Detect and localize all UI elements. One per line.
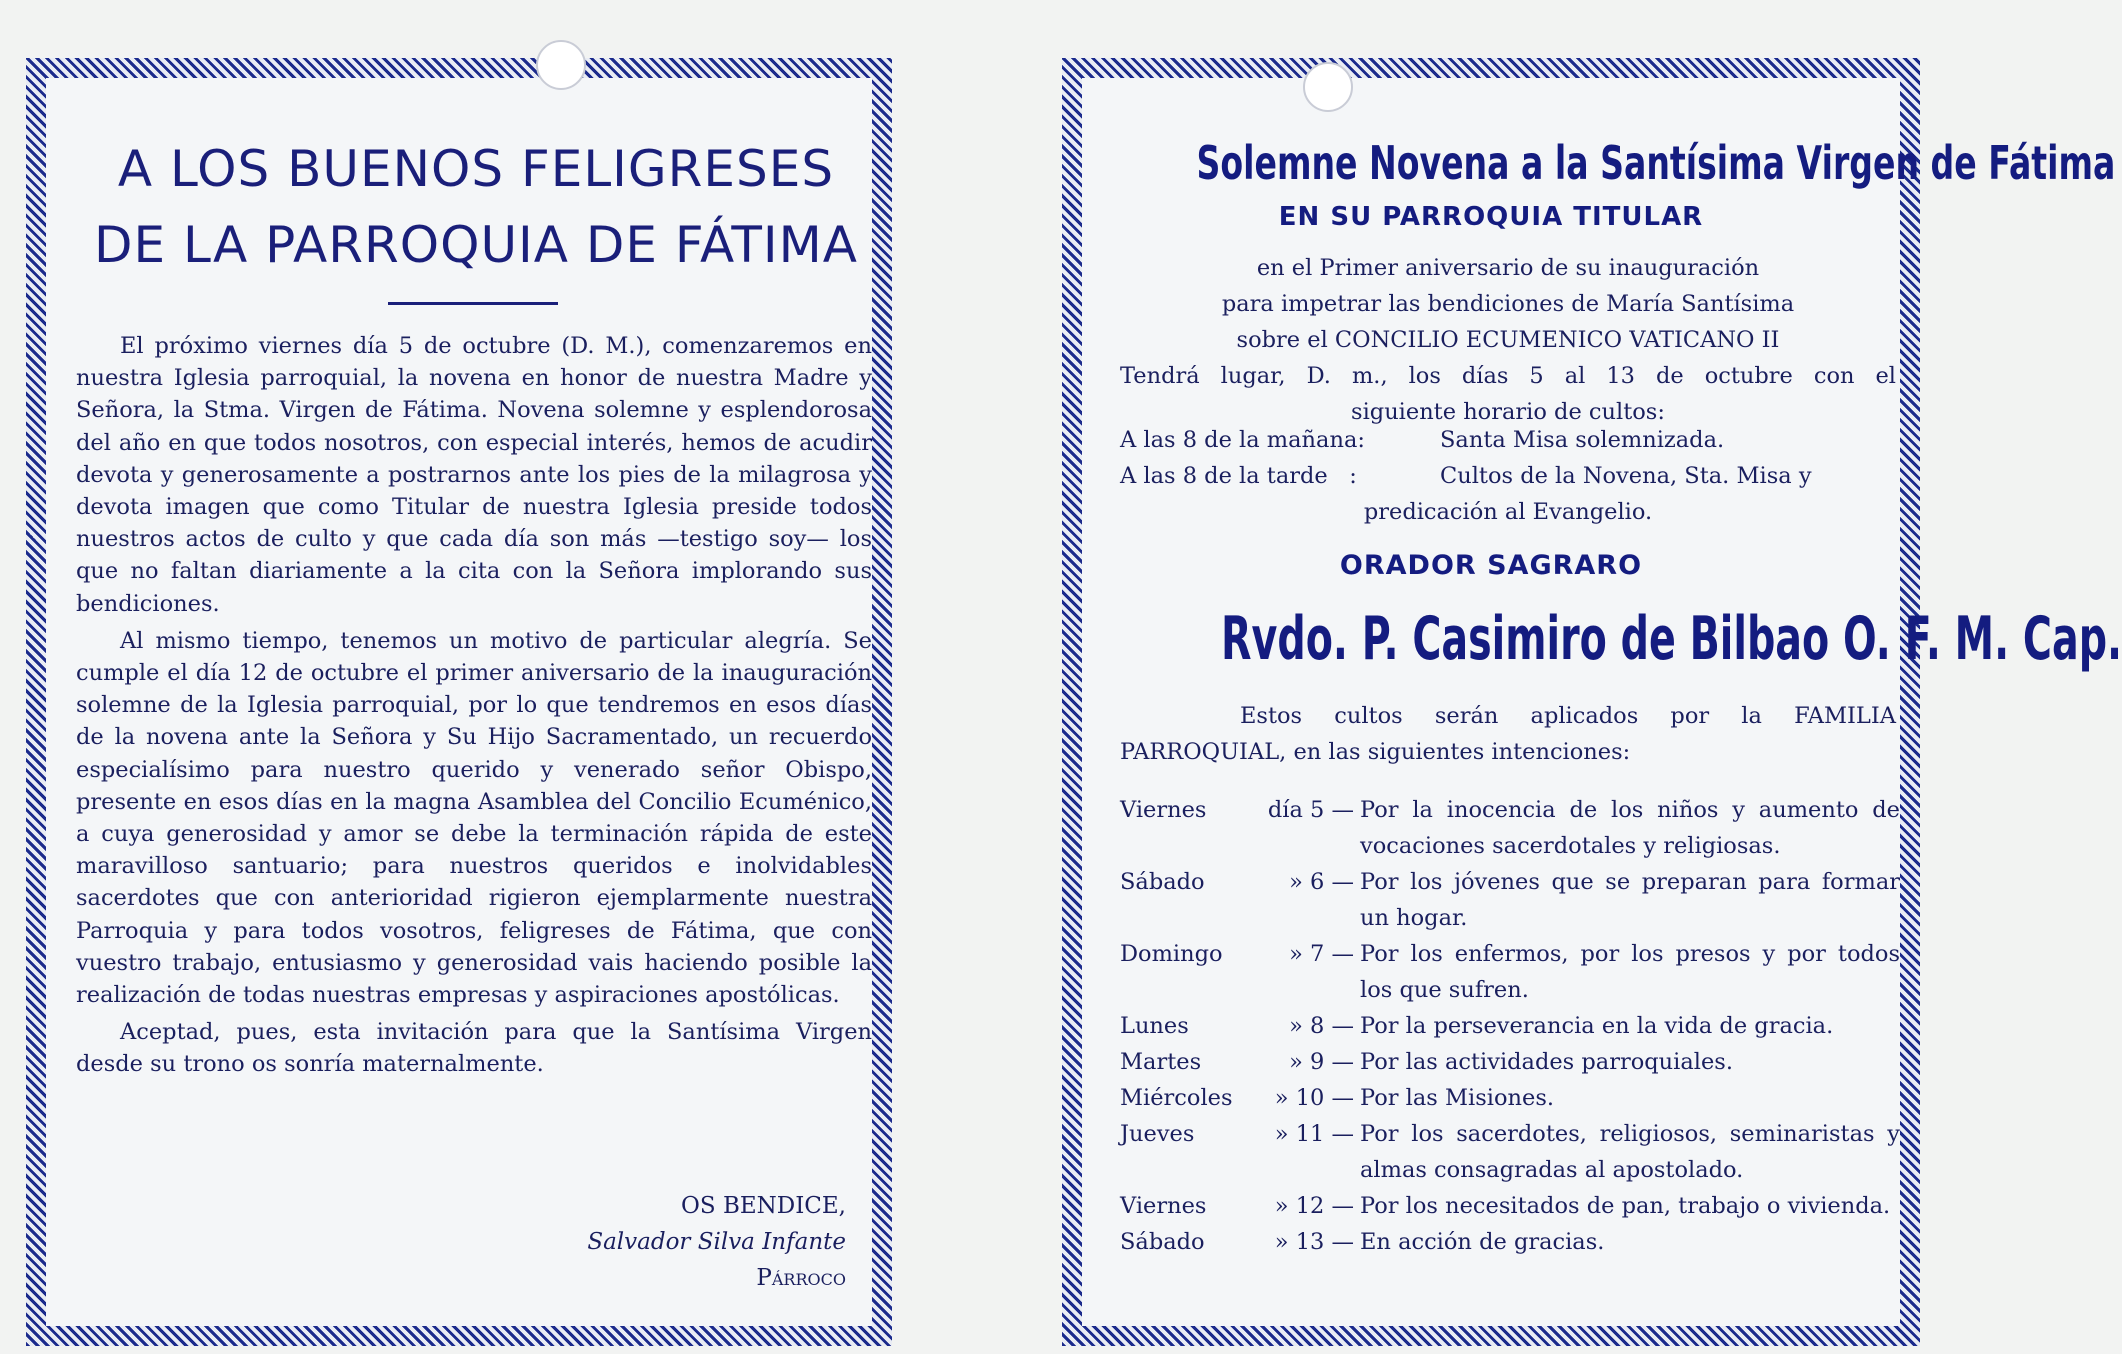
intention-day: Domingo [1120, 941, 1223, 967]
intention-text: Por la perseverancia en la vida de gracia. [1360, 1013, 1834, 1039]
intention-date: » 6 — [1289, 869, 1354, 895]
intention-day: Martes [1120, 1049, 1202, 1075]
letter-paragraph-3: Aceptad, pues, esta invitación para que la Santísima Virgen desde su trono os sonría maternalmente. [76, 1019, 872, 1078]
letter-paragraph-1: El próximo viernes día 5 de octubre (D. M.), comenzaremos en nuestra Iglesia parroquial, la novena en honor de nuestra Madre y Señora, la Stma. Virgen de Fátima. Novena solemne y esplendorosa del año en que todos nosotros, con especial interés, hemos de acudir devota y generosamente a postrarnos ante los pies de la milagrosa y devota imagen que como Titular de nuestra Iglesia preside todos nuestros actos de culto y que cada día son más —testigo soy— los que no faltan diariamente a la cita con la Señora implorando sus bendiciones. [76, 333, 872, 617]
signer-role: Párroco [756, 1265, 846, 1291]
intention-day: Jueves [1120, 1121, 1195, 1147]
intention-day: Lunes [1120, 1013, 1189, 1039]
intention-date: » 8 — [1289, 1013, 1354, 1039]
signature-block [587, 1188, 846, 1296]
orador-name: Rvdo. P. Casimiro de Bilbao O. F. M. Cap. [1221, 604, 2122, 674]
intention-date: » 9 — [1289, 1049, 1354, 1075]
intention-day: Miércoles [1120, 1085, 1233, 1111]
intention-row [1120, 936, 1900, 1008]
intro-line-3: sobre el CONCILIO ECUMENICO VATICANO II [1236, 327, 1780, 353]
intention-row [1120, 792, 1900, 864]
schedule-activity: Santa Misa solemnizada. [1440, 427, 1725, 453]
schedule-time: A las 8 de la tarde : [1120, 463, 1357, 489]
intention-text: Por los jóvenes que se preparan para formar un hogar. [1360, 869, 1900, 931]
intention-date: » 12 — [1274, 1193, 1354, 1219]
intention-text: Por los necesitados de pan, trabajo o vivienda. [1360, 1193, 1891, 1219]
intention-text: Por las actividades parroquiales. [1360, 1049, 1733, 1075]
intention-row [1120, 1188, 1900, 1224]
left-title-line1: A LOS BUENOS FELIGRESES [117, 140, 835, 198]
schedule-activity: Cultos de la Novena, Sta. Misa y [1440, 463, 1812, 489]
intention-day: Viernes [1120, 797, 1207, 823]
signer-name: Salvador Silva Infante [587, 1229, 846, 1255]
intention-day: Viernes [1120, 1193, 1207, 1219]
intention-text: Por los enfermos, por los presos y por todos los que sufren. [1360, 941, 1900, 1003]
intention-date: » 7 — [1289, 941, 1354, 967]
letter-paragraph-2: Al mismo tiempo, tenemos un motivo de particular alegría. Se cumple el día 12 de octubre el primer aniversario de la inauguración solemne de la Iglesia parroquial, por lo que tendremos en esos días de la novena ante la Señora y Su Hijo Sacramentado, un recuerdo especialísimo para nuestro querido y venerado señor Obispo, presente en esos días en la magna Asamblea del Concilio Ecuménico, a cuya generosidad y amor se debe la terminación rápida de este maravilloso santuario; para nuestros queridos e inolvidables sacerdotes que con anterioridad rigieron ejemplarmente nuestra Parroquia y para todos vosotros, feligreses de Fátima, que con vuestro trabajo, entusiasmo y generosidad vais haciendo posible la realización de todas nuestras empresas y aspiraciones apostólicas. [76, 627, 872, 1009]
schedule-time: A las 8 de la mañana: [1120, 427, 1365, 453]
left-leaflet-panel [26, 58, 892, 1346]
orador-label: ORADOR SAGRARO [1339, 550, 1643, 581]
intention-text: Por los sacerdotes, religiosos, seminaristas y almas consagradas al apostolado. [1360, 1121, 1900, 1183]
intro-line-1: en el Primer aniversario de su inauguración [1256, 255, 1760, 281]
cultos-intro: Estos cultos serán aplicados por la FAMILIA PARROQUIAL, en las siguientes intenciones: [1120, 703, 1896, 765]
intention-row [1120, 1116, 1900, 1188]
intention-row [1120, 1224, 1900, 1260]
intention-date: » 10 — [1274, 1085, 1354, 1111]
punch-hole [536, 40, 586, 90]
intention-row [1120, 864, 1900, 936]
punch-hole [1303, 62, 1353, 112]
letter-body [76, 330, 872, 1086]
intention-day: Sábado [1120, 1229, 1205, 1255]
intention-date: » 11 — [1274, 1121, 1354, 1147]
novena-intro [1120, 250, 1896, 430]
blessing: OS BENDICE, [681, 1193, 846, 1219]
schedule-row [1120, 422, 1896, 458]
intention-row [1120, 1044, 1900, 1080]
left-title-line2: DE LA PARROQUIA DE FÁTIMA [94, 216, 858, 274]
novena-title: Solemne Novena a la Santísima Virgen de Fátima [1196, 136, 2116, 190]
schedule-continuation: predicación al Evangelio. [1363, 499, 1653, 525]
intention-day: Sábado [1120, 869, 1205, 895]
right-leaflet-panel [1062, 58, 2122, 1346]
intention-row [1120, 1080, 1900, 1116]
intro-line-5: siguiente horario de cultos: [1351, 399, 1665, 425]
schedule-list [1120, 422, 1896, 530]
intention-text: Por las Misiones. [1360, 1085, 1555, 1111]
intention-date: día 5 — [1267, 797, 1354, 823]
title-divider [388, 302, 558, 305]
intention-text: En acción de gracias. [1360, 1229, 1605, 1255]
intro-line-2: para impetrar las bendiciones de María Santísima [1221, 291, 1795, 317]
intention-date: » 13 — [1274, 1229, 1354, 1255]
intention-row [1120, 1008, 1900, 1044]
intentions-list [1120, 792, 1900, 1260]
novena-subtitle: EN SU PARROQUIA TITULAR [1278, 202, 1704, 232]
intro-line-4: Tendrá lugar, D. m., los días 5 al 13 de octubre con el [1120, 363, 1896, 389]
schedule-row [1120, 458, 1896, 494]
intention-text: Por la inocencia de los niños y aumento de vocaciones sacerdotales y religiosas. [1360, 797, 1900, 859]
